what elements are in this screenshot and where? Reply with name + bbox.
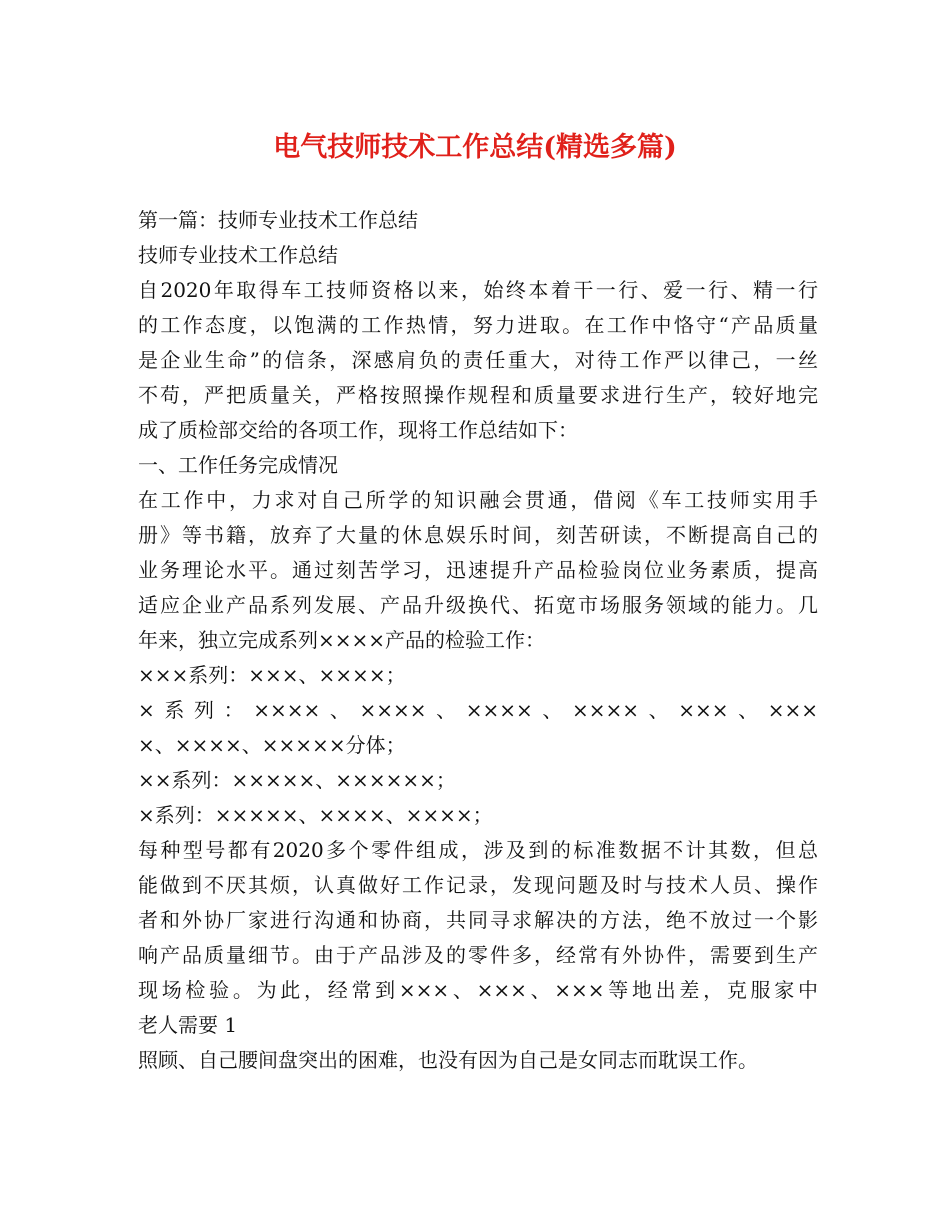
document-body	[138, 203, 818, 1078]
list-item: ×、××××、×××××分体；	[138, 733, 406, 757]
list-item: ×××系列：×××、××××；	[138, 663, 406, 687]
paragraph-line: 的工作态度，以饱满的工作热情，努力进取。在工作中恪守“产品质量	[138, 313, 818, 337]
list-item: ××系列：×××××、××××××；	[138, 768, 456, 792]
paragraph-line: 是企业生命”的信条，深感肩负的责任重大，对待工作严以律己，一丝	[138, 348, 818, 372]
section-heading: 第一篇：技师专业技术工作总结	[138, 208, 418, 232]
paragraph-line: 自2020年取得车工技师资格以来，始终本着干一行、爱一行、精一行	[138, 278, 818, 302]
paragraph-line: 适应企业产品系列发展、产品升级换代、拓宽市场服务领域的能力。几	[138, 593, 818, 617]
paragraph-line: 册》等书籍，放弃了大量的休息娱乐时间，刻苦研读，不断提高自己的	[138, 523, 818, 547]
section-heading: 一、工作任务完成情况	[138, 453, 338, 477]
paragraph-line: 年来，独立完成系列××××产品的检验工作：	[138, 628, 546, 652]
paragraph-line: 老人需要 1	[138, 1013, 238, 1037]
paragraph-line: 在工作中，力求对自己所学的知识融会贯通，借阅《车工技师实用手	[138, 488, 818, 512]
paragraph-line: 照顾、自己腰间盘突出的困难，也没有因为自己是女同志而耽误工作。	[138, 1048, 758, 1072]
list-item: ×系列：××××、××××、××××、××××、×××、×××	[138, 698, 818, 722]
paragraph-line: 业务理论水平。通过刻苦学习，迅速提升产品检验岗位业务素质，提高	[138, 558, 818, 582]
paragraph-line: 每种型号都有2020多个零件组成，涉及到的标准数据不计其数，但总	[138, 838, 818, 862]
paragraph-line: 响产品质量细节。由于产品涉及的零件多，经常有外协件，需要到生产	[138, 943, 818, 967]
paragraph-line: 能做到不厌其烦，认真做好工作记录，发现问题及时与技术人员、操作	[138, 873, 818, 897]
paragraph-line: 成了质检部交给的各项工作，现将工作总结如下：	[138, 418, 578, 442]
paragraph-line: 现场检验。为此，经常到×××、×××、×××等地出差，克服家中	[138, 978, 818, 1002]
paragraph-line: 不苟，严把质量关，严格按照操作规程和质量要求进行生产，较好地完	[138, 383, 818, 407]
list-item: ×系列：×××××、××××、××××；	[138, 803, 493, 827]
document-title: 电气技师技术工作总结(精选多篇)	[273, 132, 677, 163]
subheading: 技师专业技术工作总结	[138, 243, 338, 267]
paragraph-line: 者和外协厂家进行沟通和协商，共同寻求解决的方法，绝不放过一个影	[138, 908, 818, 932]
